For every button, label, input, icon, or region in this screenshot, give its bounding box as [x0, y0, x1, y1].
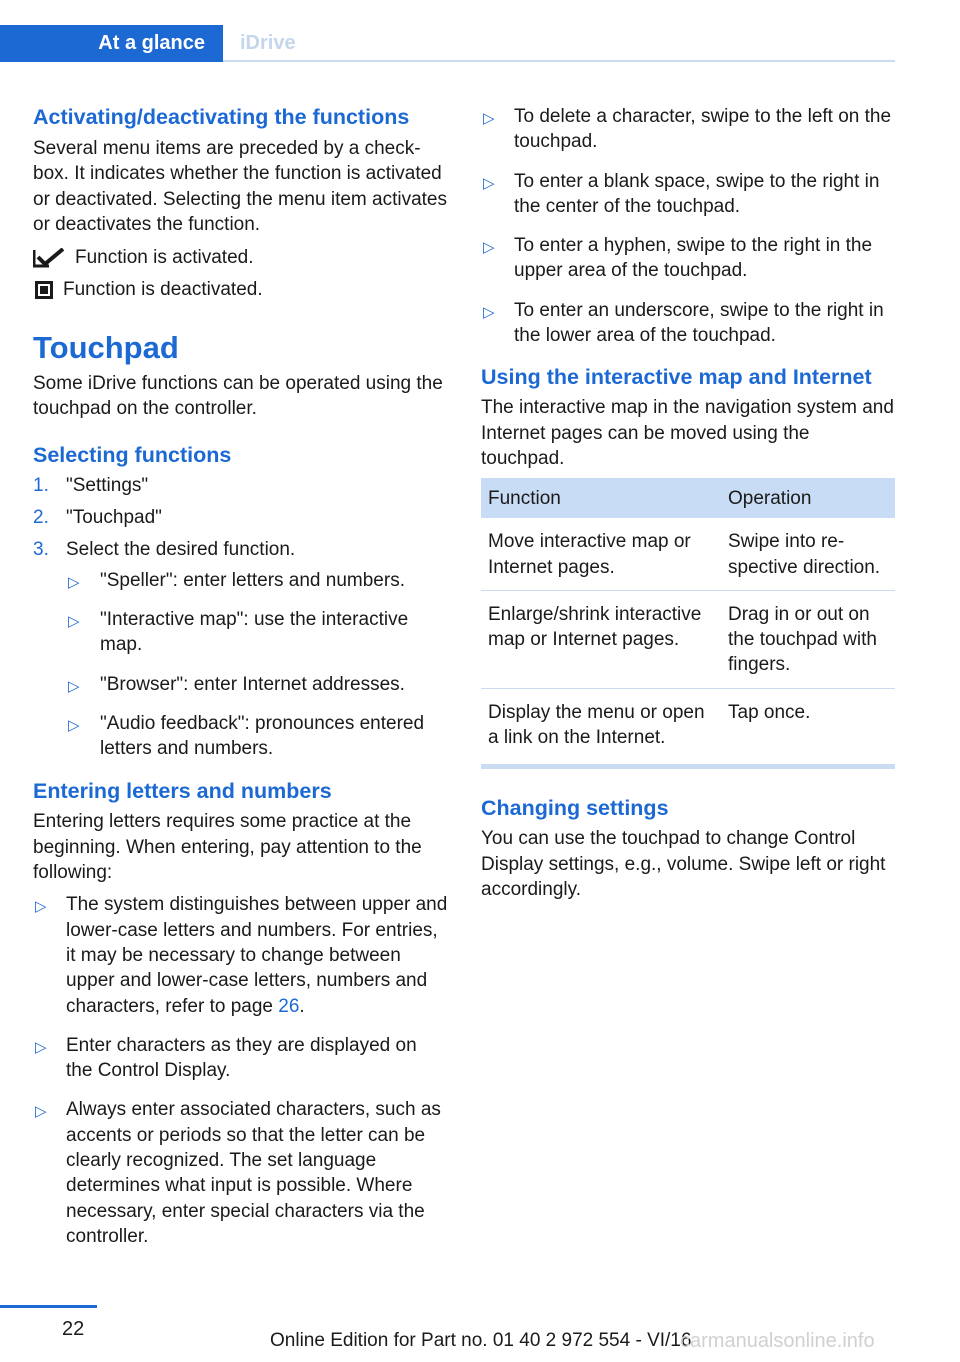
- swipe-bullets: [481, 104, 895, 356]
- footer-rule: [0, 1305, 97, 1308]
- table-cell: Swipe into respective direction.: [721, 518, 895, 590]
- tab-idrive[interactable]: iDrive: [240, 32, 296, 54]
- map-heading: Using the interactive map and Internet: [481, 365, 872, 390]
- bullet-triangle-icon: ▷: [483, 303, 495, 321]
- bullet-triangle-icon: ▷: [35, 898, 47, 916]
- bullet-triangle-icon: ▷: [68, 716, 80, 734]
- list-item: ▷ Always enter associated characters, such as accents or periods so that the letter can be clearly recognized. The set language determines what input is possible. Where necessary, enter special characters via the controller.: [35, 1099, 441, 1247]
- bullet-triangle-icon: ▷: [68, 677, 80, 695]
- list-item: ▷ "Browser": enter Internet addresses.: [66, 672, 448, 705]
- selecting-heading: Selecting functions: [33, 442, 232, 467]
- list-item: 2. "Touchpad": [33, 507, 162, 529]
- table-cell: Display the menu or open a link on the Internet.: [481, 688, 721, 767]
- edition-text: Online Edition for Part no. 01 40 2 972 554 - VI/16: [270, 1330, 692, 1351]
- changing-heading: Changing settings: [481, 796, 669, 821]
- list-item: ▷ To enter an underscore, swipe to the right in the lower area of the touchpad.: [483, 299, 884, 347]
- activated-label: Function is activated.: [75, 247, 254, 269]
- table-row: [481, 688, 895, 767]
- activating-text: Several menu items are preceded by a checkbox. It indicates whether the function is activated or deactivated. Selecting the menu item activates or deactivates the function.: [33, 138, 448, 235]
- page-number: 22: [62, 1318, 85, 1340]
- list-item: ▷ "Speller": enter letters and numbers.: [66, 568, 448, 601]
- table-row: [481, 590, 895, 688]
- touchpad-text: Some iDrive functions can be operated using the touchpad on the controller.: [33, 373, 443, 420]
- selecting-steps: [33, 473, 448, 770]
- table-cell: Tap once.: [721, 688, 895, 767]
- bullet-triangle-icon: ▷: [35, 1038, 47, 1056]
- entering-text: Entering letters requires some practice at the beginning. When entering, pay attention to the following:: [33, 811, 422, 884]
- map-text: The interactive map in the navigation system and Internet pages can be moved using the touchpad.: [481, 397, 894, 469]
- activated-row: [33, 242, 448, 274]
- list-item: ▷ Enter characters as they are displayed on the Control Display.: [35, 1034, 417, 1082]
- bullet-triangle-icon: ▷: [483, 110, 495, 127]
- bullet-triangle-icon: ▷: [483, 239, 495, 257]
- list-item: ▷ "Interactive map": use the interactive map.: [68, 608, 409, 656]
- activating-heading: Activating/deactivating the functions: [33, 105, 410, 129]
- checkbox-empty-icon: [35, 281, 53, 299]
- table-header-row: [481, 478, 895, 518]
- column-header-operation: Operation: [721, 478, 895, 518]
- table-cell: Drag in or out on the touchpad with fingers.: [721, 590, 895, 688]
- column-header-function: Function: [481, 478, 721, 518]
- changing-text: You can use the touchpad to change Control Display settings, e.g., volume. Swipe left or right accordingly.: [481, 828, 886, 900]
- bullet-triangle-icon: ▷: [68, 573, 80, 591]
- list-item: ▷ To enter a blank space, swipe to the right in the center of the touchpad.: [483, 170, 880, 217]
- list-item: 3. Select the desired function. ▷ "Speller": enter letters and numbers. ▷ "Interactive map": use the interactive map. ▷ "Browser": enter Internet addresses. ▷ "Audio feedback": pronounces entered letters and numbers.: [33, 537, 448, 769]
- table-cell: Enlarge/shrink interactive map or Internet pages.: [481, 590, 721, 688]
- tab-at-a-glance[interactable]: At a glance: [0, 25, 223, 62]
- list-item: ▷ To delete a character, swipe to the left on the touchpad.: [483, 106, 892, 153]
- entering-bullets: [33, 892, 448, 1257]
- watermark: carmanualsonline.info: [680, 1330, 875, 1352]
- bullet-triangle-icon: ▷: [68, 612, 80, 630]
- list-item: 1. "Settings": [33, 474, 149, 496]
- list-item: ▷ "Audio feedback": pronounces entered letters and numbers.: [68, 712, 425, 760]
- header-tabbar: [0, 25, 895, 62]
- list-item: ▷ The system distinguishes between upper and lower-case letters and numbers. For entries, it may be necessary to change between upper and lower-case letters, numbers and characters, refer to page 26.: [35, 894, 448, 1017]
- touchpad-table: [481, 478, 895, 769]
- page-reference-link[interactable]: 26: [278, 995, 300, 1017]
- entering-heading: Entering letters and numbers: [33, 779, 332, 804]
- table-cell: Move interactive map or Internet pages.: [481, 518, 721, 590]
- bullet-triangle-icon: ▷: [35, 1103, 47, 1121]
- bullet-triangle-icon: ▷: [483, 174, 495, 192]
- left-column: [33, 100, 448, 1263]
- function-options: [66, 568, 448, 770]
- checkbox-checked-icon: [33, 248, 65, 268]
- right-column: [481, 100, 895, 902]
- touchpad-title: Touchpad: [33, 330, 179, 366]
- deactivated-row: [33, 274, 448, 306]
- deactivated-label: Function is deactivated.: [63, 279, 263, 301]
- list-item: ▷ To enter a hyphen, swipe to the right in the upper area of the touchpad.: [483, 235, 873, 282]
- table-row: [481, 518, 895, 590]
